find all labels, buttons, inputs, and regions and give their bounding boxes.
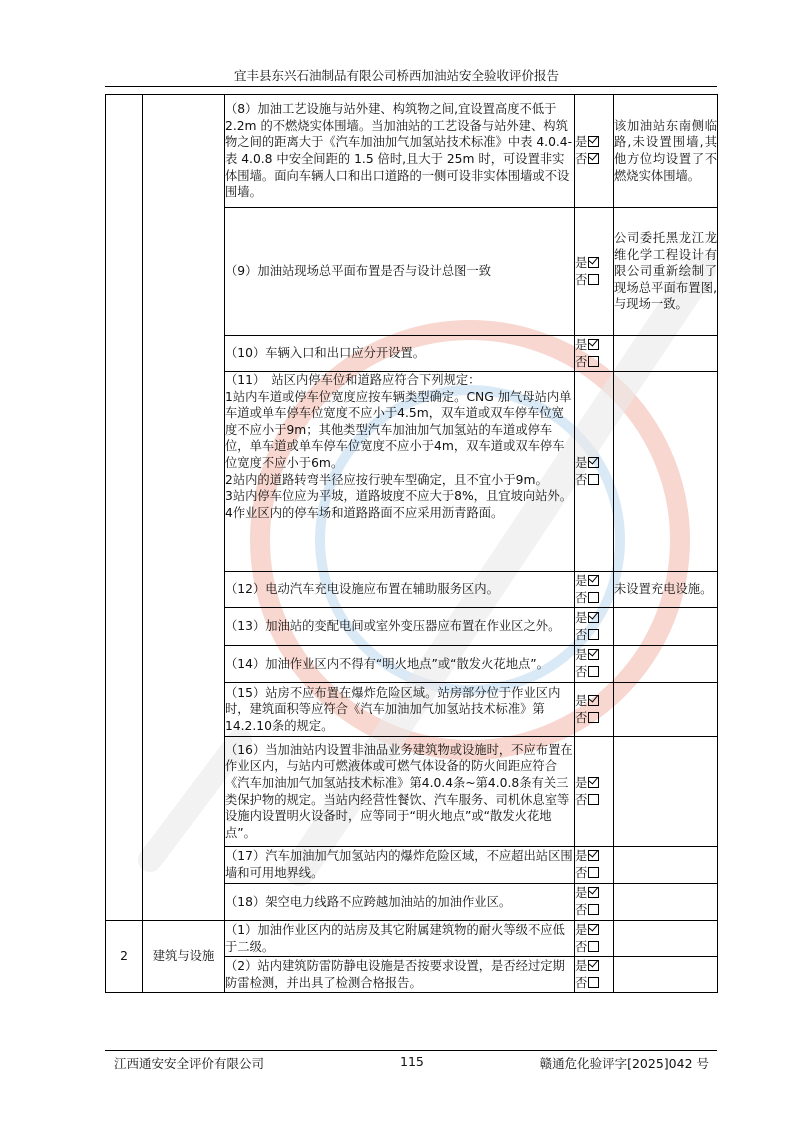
- checkbox-checked-icon[interactable]: [588, 339, 599, 350]
- checkbox-checked-icon[interactable]: [588, 960, 599, 971]
- check-item-text: （13）加油站的变配电间或室外变压器应布置在作业区之外。: [225, 608, 575, 646]
- check-item-text: （17）汽车加油加气加氢站内的爆炸危险区域，不应超出站区围墙和可用地界线。: [225, 847, 575, 884]
- remark-cell: 该加油站东南侧临路,未设置围墙,其他方位均设置了不燃烧实体围墙。: [614, 95, 718, 208]
- remark-cell: [614, 884, 718, 921]
- remark-cell: [614, 608, 718, 646]
- check-item-text: （11） 站区内停车位和道路应符合下列规定： 1站内车道或停车位宽度应按车辆类型确定。CNG 加气母站内单车道或单车停车位宽度不应小于4.5m，双车道或双车停车位宽度不应小于9m；其他类型汽车加油加气加氢站的车道或停车位，单车道或单车停车位宽度不应小于4m，双车道或双车停车位宽度不应小于6m。 2站内的道路转弯半径应按行驶车型确定，且不宜小于9m。 3站内停车位应为平坡，道路坡度不应大于8%，且宜坡向站外。 4作业区内的停车场和道路路面不应采用沥青路面。: [225, 372, 575, 572]
- checkbox-unchecked-icon[interactable]: [588, 356, 599, 367]
- check-item-text: （2）站内建筑防雷防静电设施是否按要求设置，是否经过定期防雷检测，并出具了检测合格报告。: [225, 957, 575, 993]
- page-number: 115: [400, 1054, 424, 1069]
- remark-cell: [614, 646, 718, 683]
- checkbox-unchecked-icon[interactable]: [588, 794, 599, 805]
- check-item-text: （9）加油站现场总平面布置是否与设计总图一致: [225, 208, 575, 336]
- result-cell: 是 否: [575, 921, 614, 957]
- remark-cell: [614, 372, 718, 572]
- checkbox-unchecked-icon[interactable]: [588, 867, 599, 878]
- checkbox-checked-icon[interactable]: [588, 649, 599, 660]
- checkbox-checked-icon[interactable]: [588, 575, 599, 586]
- remark-cell: [614, 683, 718, 737]
- result-cell: 是 否: [575, 608, 614, 646]
- checkbox-unchecked-icon[interactable]: [588, 274, 599, 285]
- result-cell: 是 否: [575, 572, 614, 608]
- section-category: 建筑与设施: [143, 921, 225, 993]
- table-row: [106, 95, 718, 208]
- check-item-text: （1）加油作业区内的站房及其它附属建筑物的耐火等级不应低于二级。: [225, 921, 575, 957]
- item-number-cell: [106, 95, 143, 921]
- remark-cell: 公司委托黑龙江龙维化学工程设计有限公司重新绘制了现场总平面布置图,与现场一致。: [614, 208, 718, 336]
- check-item-text: （10）车辆入口和出口应分开设置。: [225, 336, 575, 372]
- checkbox-unchecked-icon[interactable]: [588, 666, 599, 677]
- check-item-text: （18）架空电力线路不应跨越加油站的加油作业区。: [225, 884, 575, 921]
- checkbox-unchecked-icon[interactable]: [588, 977, 599, 988]
- header-rule: [105, 86, 717, 87]
- checkbox-unchecked-icon[interactable]: [588, 941, 599, 952]
- result-cell: 是 否: [575, 95, 614, 208]
- item-category-cell: [143, 95, 225, 921]
- table-row: [106, 921, 718, 957]
- check-item-text: （15）站房不应布置在爆炸危险区域。站房部分位于作业区内时，建筑面积等应符合《汽车加油加气加氢站技术标准》第14.2.10条的规定。: [225, 683, 575, 737]
- checkbox-checked-icon[interactable]: [588, 457, 599, 468]
- result-cell: 是 否: [575, 336, 614, 372]
- checkbox-unchecked-icon[interactable]: [588, 474, 599, 485]
- checkbox-checked-icon[interactable]: [588, 136, 599, 147]
- remark-cell: 未设置充电设施。: [614, 572, 718, 608]
- checkbox-checked-icon[interactable]: [588, 695, 599, 706]
- checkbox-unchecked-icon[interactable]: [588, 592, 599, 603]
- checkbox-checked-icon[interactable]: [588, 924, 599, 935]
- result-cell: 是 否: [575, 957, 614, 993]
- checkbox-checked-icon[interactable]: [588, 257, 599, 268]
- checkbox-checked-icon[interactable]: [588, 777, 599, 788]
- checkbox-unchecked-icon[interactable]: [588, 712, 599, 723]
- check-item-text: （12）电动汽车充电设施应布置在辅助服务区内。: [225, 572, 575, 608]
- check-item-text: （16）当加油站内设置非油品业务建筑物或设施时，不应布置在作业区内，与站内可燃液体或可燃气体设备的防火间距应符合《汽车加油加气加氢站技术标准》第4.0.4条~第4.0.8条有关三类保护物的规定。当站内经营性餐饮、汽车服务、司机休息室等设施内设置明火设备时，应等同于“明火地点”或“散发火花地点”。: [225, 737, 575, 847]
- result-cell: 是 否: [575, 683, 614, 737]
- check-item-text: （14）加油作业区内不得有“明火地点”或“散发火花地点”。: [225, 646, 575, 683]
- checkbox-unchecked-icon[interactable]: [588, 904, 599, 915]
- remark-cell: [614, 336, 718, 372]
- remark-cell: [614, 847, 718, 884]
- section-number: 2: [106, 921, 143, 993]
- result-cell: 是 否: [575, 372, 614, 572]
- checkbox-checked-icon[interactable]: [588, 153, 599, 164]
- report-number: 赣通危化验评字[2025]042 号: [539, 1056, 709, 1071]
- checklist-table: [105, 94, 718, 993]
- remark-cell: [614, 921, 718, 957]
- result-cell: 是 否: [575, 646, 614, 683]
- result-cell: 是 否: [575, 208, 614, 336]
- check-item-text: （8）加油工艺设施与站外建、构筑物之间,宜设置高度不低于 2.2m 的不燃烧实体围墙。当加油站的工艺设备与站外建、构筑物之间的距离大于《汽车加油加气加氢站技术标准》中表 4.0.4-表 4.0.8 中安全间距的 1.5 倍时,且大于 25m 时，可设置非实体围墙。面向车辆人口和出口道路的一侧可设非实体围墙或不设围墙。: [225, 95, 575, 208]
- footer-company: 江西通安安全评价有限公司: [114, 1056, 265, 1071]
- result-cell: 是 否: [575, 737, 614, 847]
- remark-cell: [614, 957, 718, 993]
- remark-cell: [614, 737, 718, 847]
- result-cell: 是 否: [575, 884, 614, 921]
- result-cell: 是 否: [575, 847, 614, 884]
- checkbox-unchecked-icon[interactable]: [588, 629, 599, 640]
- checkbox-checked-icon[interactable]: [588, 887, 599, 898]
- page-header-title: 宜丰县东兴石油制品有限公司桥西加油站安全验收评价报告: [233, 68, 559, 83]
- footer-rule: [105, 1050, 717, 1051]
- checkbox-checked-icon[interactable]: [588, 850, 599, 861]
- checkbox-checked-icon[interactable]: [588, 612, 599, 623]
